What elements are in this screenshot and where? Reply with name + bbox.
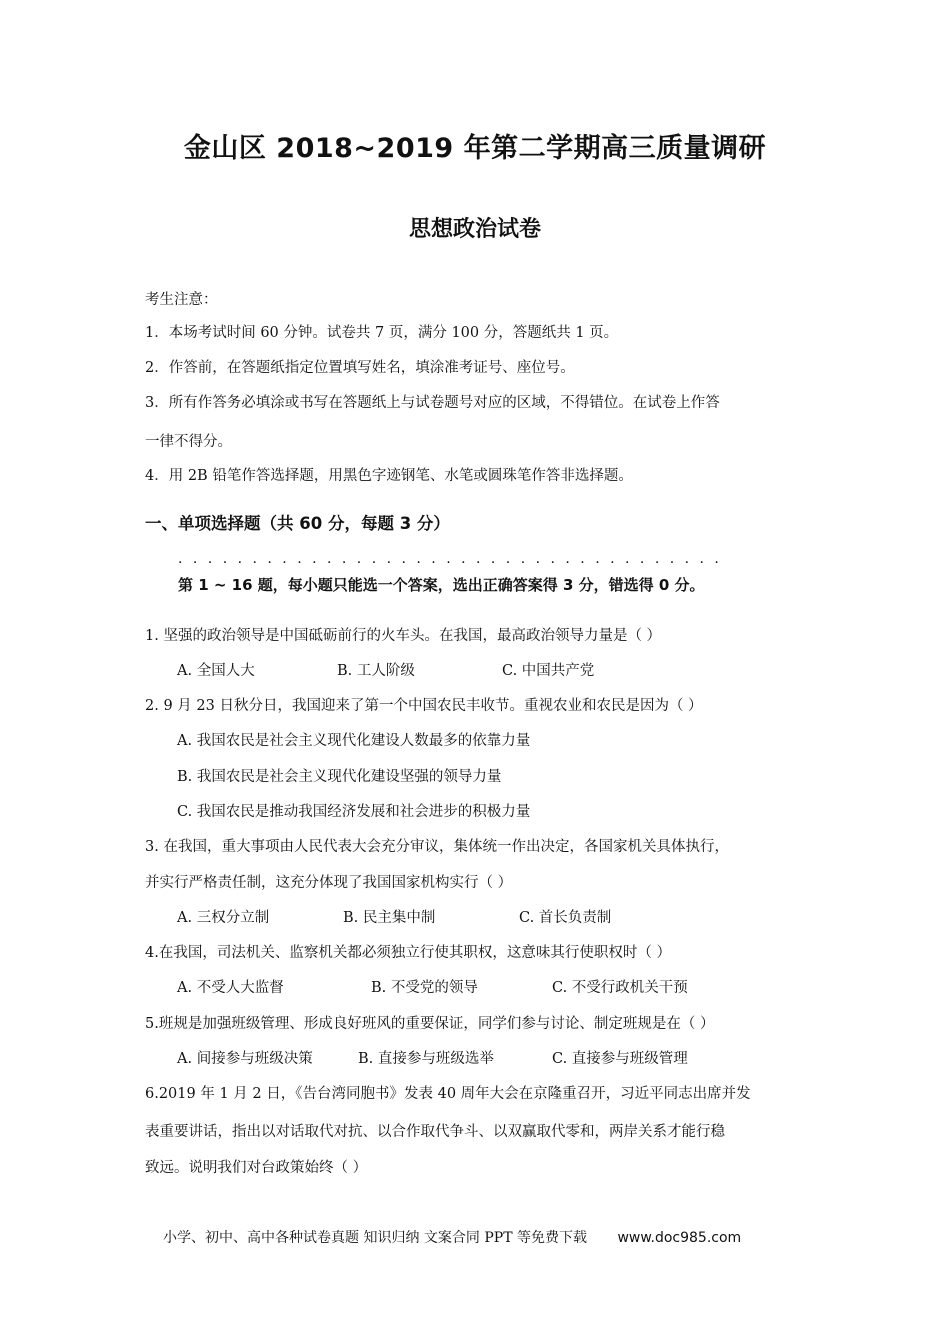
footer-text: 小学、初中、高中各种试卷真题 知识归纳 文案合同 PPT 等免费下载 bbox=[163, 1230, 587, 1246]
emphasis-dots: . . . . . . . . . . . . . . . . . . . . . . . . . . . . . . . . . . . . . bbox=[178, 551, 722, 567]
question-stem: 5.班规是加强班级管理、形成良好班风的重要保证，同学们参与讨论、制定班规是在（ ） bbox=[145, 1016, 715, 1032]
question-option: C. 不受行政机关干预 bbox=[552, 980, 688, 996]
notice-item: 一律不得分。 bbox=[145, 434, 232, 450]
page-title: 金山区 2018~2019 年第二学期高三质量调研 bbox=[183, 133, 767, 164]
question-stem: 表重要讲话，指出以对话取代对抗、以合作取代争斗、以双赢取代零和，两岸关系才能行稳 bbox=[145, 1124, 725, 1140]
notice-item: 1．本场考试时间 60 分钟。试卷共 7 页，满分 100 分，答题纸共 1 页。 bbox=[145, 325, 619, 341]
question-option: B. 民主集中制 bbox=[343, 910, 436, 926]
question-stem: 2. 9 月 23 日秋分日，我国迎来了第一个中国农民丰收节。重视农业和农民是因为（ ） bbox=[145, 698, 703, 714]
question-option: C. 直接参与班级管理 bbox=[552, 1051, 688, 1067]
question-option: B. 我国农民是社会主义现代化建设坚强的领导力量 bbox=[177, 769, 502, 785]
question-stem: 6.2019 年 1 月 2 日，《告台湾同胞书》发表 40 周年大会在京隆重召开，习近平同志出席并发 bbox=[145, 1086, 751, 1102]
question-option: B. 直接参与班级选举 bbox=[358, 1051, 494, 1067]
notice-item: 2．作答前，在答题纸指定位置填写姓名，填涂准考证号、座位号。 bbox=[145, 360, 575, 376]
footer-url[interactable]: www.doc985.com bbox=[617, 1230, 742, 1246]
question-option: B. 不受党的领导 bbox=[371, 980, 478, 996]
notice-item: 3．所有作答务必填涂或书写在答题纸上与试卷题号对应的区域，不得错位。在试卷上作答 bbox=[145, 395, 720, 411]
footer bbox=[163, 1227, 741, 1247]
question-option: A. 间接参与班级决策 bbox=[177, 1051, 313, 1067]
question-option: B. 工人阶级 bbox=[337, 663, 415, 679]
question-option: A. 全国人大 bbox=[177, 663, 255, 679]
question-stem: 1. 坚强的政治领导是中国砥砺前行的火车头。在我国，最高政治领导力量是（ ） bbox=[145, 628, 662, 644]
question-stem: 3. 在我国，重大事项由人民代表大会充分审议，集体统一作出决定，各国家机关具体执行， bbox=[145, 839, 729, 855]
notice-item: 4．用 2B 铅笔作答选择题，用黑色字迹钢笔、水笔或圆珠笔作答非选择题。 bbox=[145, 468, 633, 484]
page-subtitle: 思想政治试卷 bbox=[408, 217, 541, 242]
question-stem: 致远。说明我们对台政策始终（ ） bbox=[145, 1160, 368, 1176]
section-heading: 一、单项选择题（共 60 分，每题 3 分） bbox=[145, 514, 450, 533]
question-option: C. 中国共产党 bbox=[502, 663, 595, 679]
question-option: A. 我国农民是社会主义现代化建设人数最多的依靠力量 bbox=[177, 733, 531, 749]
question-option: A. 三权分立制 bbox=[177, 910, 270, 926]
section-instruction: 第 1 ~ 16 题，每小题只能选一个答案，选出正确答案得 3 分，错选得 0 分。 bbox=[178, 576, 705, 594]
notice-heading: 考生注意： bbox=[145, 292, 218, 308]
question-option: C. 首长负责制 bbox=[519, 910, 612, 926]
question-option: C. 我国农民是推动我国经济发展和社会进步的积极力量 bbox=[177, 804, 531, 820]
question-option: A. 不受人大监督 bbox=[177, 980, 284, 996]
question-stem: 4.在我国，司法机关、监察机关都必须独立行使其职权，这意味其行使职权时（ ） bbox=[145, 945, 671, 961]
question-stem: 并实行严格责任制，这充分体现了我国国家机构实行（ ） bbox=[145, 875, 513, 891]
